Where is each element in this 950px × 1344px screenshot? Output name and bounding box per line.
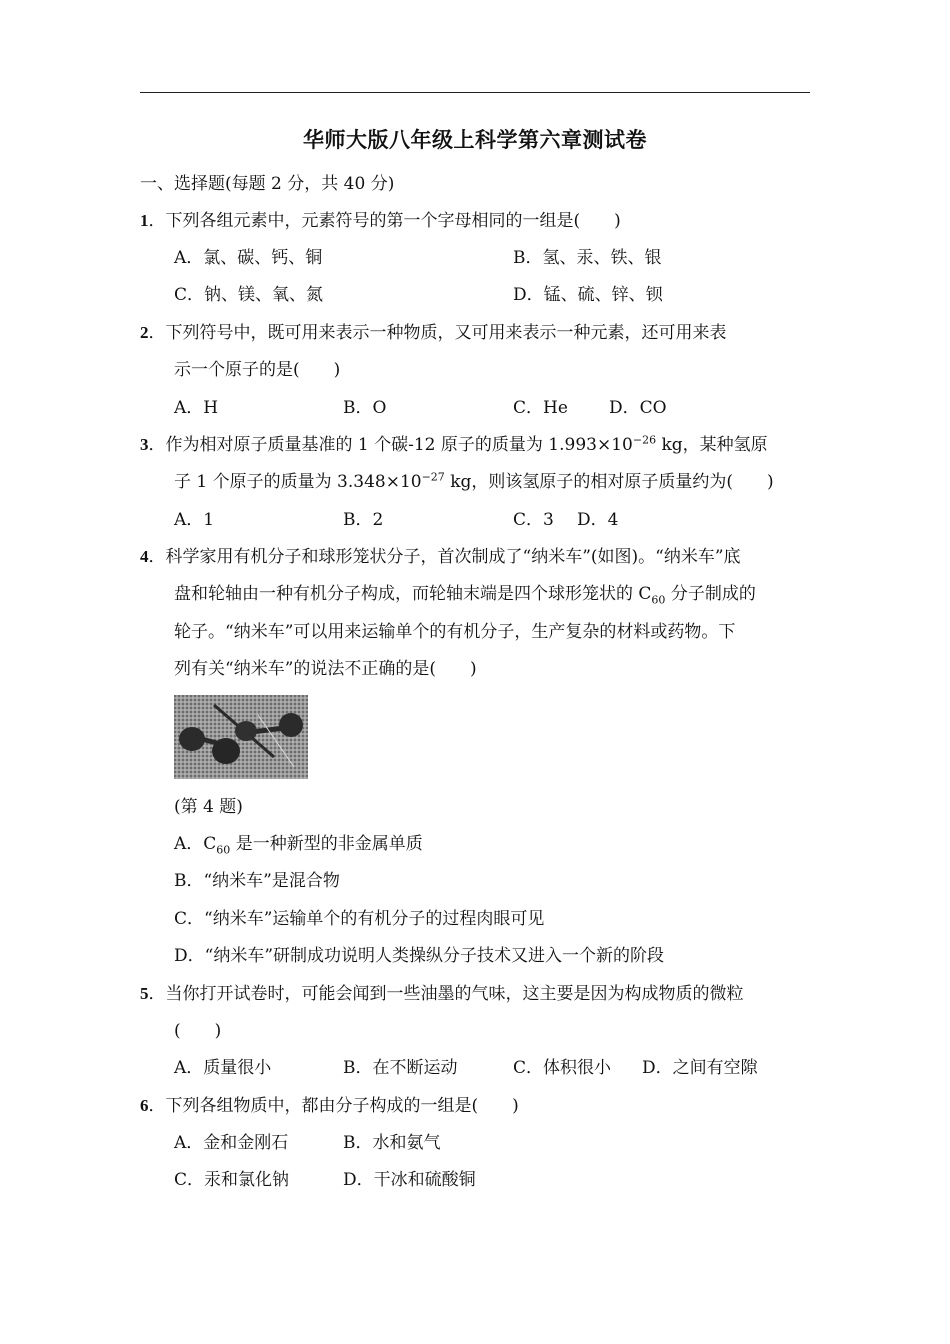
figure-caption: (第 4 题) (174, 797, 243, 817)
option-d: D．干冰和硫酸铜 (343, 1170, 476, 1190)
option-b: B．“纳米车”是混合物 (174, 871, 340, 891)
question-text: 盘和轮轴由一种有机分子构成，而轮轴末端是四个球形笼状的 C (174, 584, 652, 604)
question-4 (140, 545, 741, 569)
subscript: 60 (216, 843, 231, 857)
question-text-cont: ( ) (174, 1021, 222, 1041)
exponent: −26 (632, 433, 657, 447)
option-d: D．“纳米车”研制成功说明人类操纵分子技术又进入一个新的阶段 (174, 946, 665, 966)
exponent: −27 (421, 470, 445, 484)
option-d: D．4 (577, 510, 619, 530)
option-d: D．CO (609, 398, 667, 418)
option-c: C．汞和氯化钠 (174, 1170, 290, 1190)
question-text: ．下列各组元素中，元素符号的第一个字母相同的一组是( ) (148, 211, 621, 231)
page-title: 华师大版八年级上科学第六章测试卷 (303, 128, 647, 152)
question-3 (140, 433, 768, 457)
question-text: kg，某种氢原 (656, 435, 768, 455)
question-number: 5 (140, 984, 149, 1003)
question-text-cont (174, 470, 774, 494)
question-text: ．当你打开试卷时，可能会闻到一些油墨的气味，这主要是因为构成物质的微粒 (148, 984, 744, 1004)
option-a: A．质量很小 (174, 1058, 272, 1078)
option-a: A．氯、碳、钙、铜 (174, 248, 323, 268)
option-text: A．C (174, 834, 217, 854)
question-text-cont: 示一个原子的是( ) (174, 360, 341, 380)
question-text-cont (174, 582, 756, 606)
option-b: B．O (343, 398, 387, 418)
option-d: D．之间有空隙 (642, 1058, 758, 1078)
header-rule (140, 92, 810, 93)
question-text-cont: 轮子。“纳米车”可以用来运输单个的有机分子，生产复杂的材料或药物。下 (174, 622, 736, 642)
option-a: A．1 (174, 510, 215, 530)
question-text: 分子制成的 (665, 584, 756, 604)
option-c: C．体积很小 (513, 1058, 612, 1078)
question-text: kg，则该氢原子的相对原子质量约为( ) (444, 472, 774, 492)
question-number: 4 (140, 547, 149, 566)
option-c: C．He (513, 398, 568, 418)
question-1 (140, 209, 621, 233)
question-text: 子 1 个原子的质量为 3.348×10 (174, 472, 422, 492)
option-b: B．在不断运动 (343, 1058, 458, 1078)
nanocar-image (174, 695, 308, 779)
question-6 (140, 1094, 519, 1118)
option-b: B．氢、汞、铁、银 (513, 248, 662, 268)
option-c: C．“纳米车”运输单个的有机分子的过程肉眼可见 (174, 909, 545, 929)
question-number: 3 (140, 435, 149, 454)
section-heading: 一、选择题(每题 2 分，共 40 分) (140, 174, 395, 194)
option-a: A．金和金刚石 (174, 1133, 289, 1153)
question-text-cont: 列有关“纳米车”的说法不正确的是( ) (174, 659, 477, 679)
question-text: ．科学家用有机分子和球形笼状分子，首次制成了“纳米车”(如图)。“纳米车”底 (148, 547, 741, 567)
question-number: 2 (140, 323, 149, 342)
question-2 (140, 321, 727, 345)
question-number: 1 (140, 211, 149, 230)
question-number: 6 (140, 1096, 149, 1115)
option-a (174, 832, 423, 856)
question-5 (140, 982, 744, 1006)
question-text: ．下列符号中，既可用来表示一种物质，又可用来表示一种元素，还可用来表 (148, 323, 727, 343)
option-a: A．H (174, 398, 219, 418)
option-c: C．3 (513, 510, 554, 530)
option-b: B．水和氨气 (343, 1133, 441, 1153)
question-text: ．作为相对原子质量基准的 1 个碳-12 原子的质量为 1.993×10 (148, 435, 633, 455)
subscript: 60 (651, 593, 666, 607)
option-c: C．钠、镁、氧、氮 (174, 285, 324, 305)
question-text: ．下列各组物质中，都由分子构成的一组是( ) (148, 1096, 519, 1116)
option-d: D．锰、硫、锌、钡 (513, 285, 663, 305)
option-text: 是一种新型的非金属单质 (230, 834, 423, 854)
option-b: B．2 (343, 510, 384, 530)
